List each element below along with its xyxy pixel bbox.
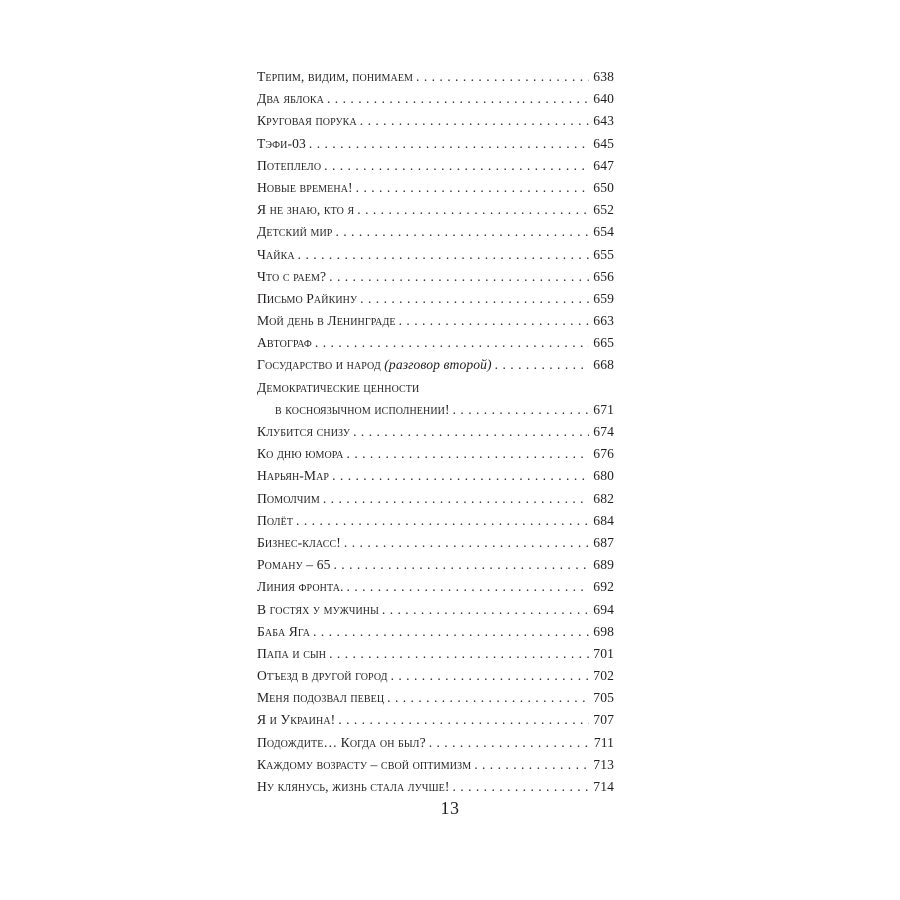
toc-entry-title: Ну клянусь, жизнь стала лучше! bbox=[257, 779, 450, 794]
dot-leader bbox=[360, 110, 589, 132]
toc-entry-title: Бизнес-класс! bbox=[257, 534, 341, 550]
toc-entry bbox=[257, 133, 614, 155]
toc-entry-title: Я не знаю, кто я bbox=[257, 202, 355, 218]
toc-entry-page: 671 bbox=[593, 401, 614, 417]
toc-entry-title: Тэфи-03 bbox=[257, 135, 306, 151]
dot-leader bbox=[335, 221, 589, 243]
toc-entry-page: 694 bbox=[593, 601, 614, 617]
toc-entry-title: Терпим, видим, понимаем bbox=[257, 69, 414, 84]
toc-entry-page: 655 bbox=[593, 246, 614, 262]
toc-entry bbox=[257, 177, 614, 199]
toc-entry-page: 711 bbox=[593, 734, 614, 750]
toc-entry-page: 652 bbox=[593, 202, 614, 218]
dot-leader bbox=[333, 554, 589, 576]
dot-leader bbox=[356, 177, 589, 199]
toc-entry-title: Баба Яга bbox=[257, 623, 311, 639]
toc-entry bbox=[257, 332, 614, 354]
toc-entry bbox=[257, 665, 614, 687]
toc-entry bbox=[257, 732, 614, 754]
dot-leader bbox=[495, 354, 589, 376]
toc-entry-title: Линия фронта. bbox=[257, 579, 344, 595]
toc-entry-title: Письмо Райкину bbox=[257, 290, 358, 306]
toc-entry-title: Полёт bbox=[257, 512, 294, 528]
toc-entry-page: 692 bbox=[593, 579, 614, 595]
toc-entry-title: Каждому возрасту – свой оптимизм bbox=[257, 756, 472, 772]
toc-entry-title: Чайка bbox=[257, 246, 295, 262]
toc-entry-title: В гостях у мужчины bbox=[257, 601, 379, 617]
dot-leader bbox=[453, 399, 589, 421]
toc-entry-title: Папа и сын bbox=[257, 645, 327, 661]
toc-entry bbox=[257, 244, 614, 266]
toc-entry-page: 665 bbox=[593, 335, 614, 351]
toc-entry bbox=[257, 599, 614, 621]
dot-leader bbox=[360, 288, 589, 310]
toc-entry-page: 643 bbox=[593, 113, 614, 129]
toc-entry-page: 684 bbox=[593, 512, 614, 528]
toc-entry-page: 698 bbox=[593, 623, 614, 639]
toc-entry-page: 668 bbox=[593, 357, 614, 373]
dot-leader bbox=[353, 421, 589, 443]
dot-leader bbox=[327, 88, 589, 110]
toc-entry bbox=[257, 621, 614, 643]
dot-leader bbox=[315, 332, 589, 354]
toc-entry-page: 701 bbox=[593, 645, 614, 661]
page-number: 13 bbox=[440, 798, 460, 818]
toc-entry-title: Помолчим bbox=[257, 490, 320, 506]
toc-entry bbox=[257, 532, 614, 554]
toc-entry bbox=[257, 155, 614, 177]
dot-leader bbox=[313, 621, 589, 643]
toc-entry-title: Меня подозвал певец bbox=[257, 690, 385, 706]
dot-leader bbox=[296, 510, 589, 532]
toc-entry-title: Подождите… Когда он был? bbox=[257, 734, 426, 750]
dot-leader bbox=[452, 776, 589, 798]
toc-entry-page: 650 bbox=[593, 179, 614, 195]
dot-leader bbox=[338, 709, 589, 731]
toc-entry bbox=[257, 288, 614, 310]
toc-entry-title: Я и Украина! bbox=[257, 712, 336, 728]
dot-leader bbox=[344, 532, 589, 554]
toc-entry-title: Демократические ценности bbox=[257, 379, 420, 395]
toc-entry bbox=[257, 510, 614, 532]
dot-leader bbox=[324, 155, 589, 177]
toc-entry-title: Роману – 65 bbox=[257, 557, 331, 573]
toc-entry-page: 713 bbox=[593, 756, 614, 772]
toc-entry-page: 682 bbox=[593, 490, 614, 506]
toc-entry-page: 663 bbox=[593, 313, 614, 329]
toc-entry-page: 674 bbox=[593, 424, 614, 439]
dot-leader bbox=[347, 576, 589, 598]
toc-entry bbox=[257, 576, 614, 598]
toc-entry-page: 689 bbox=[593, 557, 614, 573]
toc-entry-title: Круговая порука bbox=[257, 113, 357, 129]
toc-entry-page: 654 bbox=[593, 224, 614, 240]
toc-entry bbox=[257, 310, 614, 332]
dot-leader bbox=[357, 199, 589, 221]
toc-entry-title: Государство и народ bbox=[257, 357, 381, 373]
toc-entry-title: Мой день в Ленинграде bbox=[257, 313, 396, 329]
toc-entry bbox=[257, 88, 614, 110]
toc-entry bbox=[257, 687, 614, 709]
toc-entry bbox=[257, 465, 614, 487]
toc-entry-page: 687 bbox=[593, 534, 614, 550]
toc-entry-title: Два яблока bbox=[257, 91, 324, 107]
dot-leader bbox=[298, 244, 589, 266]
toc-entry-line2 bbox=[257, 399, 614, 421]
dot-leader bbox=[399, 310, 589, 332]
dot-leader bbox=[416, 66, 589, 88]
toc-entry-title: Детский мир bbox=[257, 224, 333, 240]
toc-entry-title: Автограф bbox=[257, 335, 312, 351]
dot-leader bbox=[323, 488, 589, 510]
toc-entry-title: Что с раем? bbox=[257, 268, 327, 284]
dot-leader bbox=[387, 687, 589, 709]
toc-entry-title: Потеплело bbox=[257, 157, 322, 173]
toc-entry bbox=[257, 266, 614, 288]
dot-leader bbox=[329, 643, 589, 665]
toc-entry bbox=[257, 221, 614, 243]
dot-leader bbox=[382, 599, 589, 621]
toc-entry-page: 638 bbox=[593, 69, 614, 84]
dot-leader bbox=[347, 443, 589, 465]
toc-entry-page: 647 bbox=[593, 157, 614, 173]
toc-entry-page: 705 bbox=[593, 690, 614, 706]
toc-entry-title: Ко дню юмора bbox=[257, 446, 344, 462]
dot-leader bbox=[474, 754, 589, 776]
toc-entry-title: Клубится снизу bbox=[257, 424, 351, 439]
toc-entry-title: Отъезд в другой город bbox=[257, 668, 388, 684]
toc-entry bbox=[257, 554, 614, 576]
toc-entry-page: 702 bbox=[593, 668, 614, 684]
toc-entry-page: 680 bbox=[593, 468, 614, 484]
toc-entry-page: 659 bbox=[593, 290, 614, 306]
dot-leader bbox=[429, 732, 589, 754]
dot-leader bbox=[332, 465, 589, 487]
dot-leader bbox=[391, 665, 589, 687]
toc-entry-subtitle: (разговор второй) bbox=[384, 357, 492, 373]
toc-entry bbox=[257, 443, 614, 465]
table-of-contents bbox=[257, 66, 614, 798]
toc-entry-title: Нарьян-Мар bbox=[257, 468, 330, 484]
toc-entry bbox=[257, 66, 614, 88]
toc-entry bbox=[257, 110, 614, 132]
toc-entry-page: 640 bbox=[593, 91, 614, 107]
dot-leader bbox=[329, 266, 589, 288]
toc-entry-title: в косноязычном исполнении! bbox=[275, 401, 450, 417]
toc-entry-page: 645 bbox=[593, 135, 614, 151]
toc-entry-title: Новые времена! bbox=[257, 179, 353, 195]
toc-entry-line1 bbox=[257, 377, 614, 399]
toc-entry-page: 714 bbox=[593, 779, 614, 794]
toc-entry bbox=[257, 643, 614, 665]
toc-entry bbox=[257, 709, 614, 731]
toc-entry bbox=[257, 488, 614, 510]
toc-entry bbox=[257, 199, 614, 221]
toc-entry-title-with-subtitle bbox=[257, 354, 492, 376]
toc-entry-page: 707 bbox=[593, 712, 614, 728]
toc-entry bbox=[257, 421, 614, 443]
toc-entry bbox=[257, 754, 614, 776]
toc-entry bbox=[257, 776, 614, 798]
dot-leader bbox=[309, 133, 589, 155]
toc-entry-page: 676 bbox=[593, 446, 614, 462]
toc-entry bbox=[257, 354, 614, 376]
toc-entry-page: 656 bbox=[593, 268, 614, 284]
